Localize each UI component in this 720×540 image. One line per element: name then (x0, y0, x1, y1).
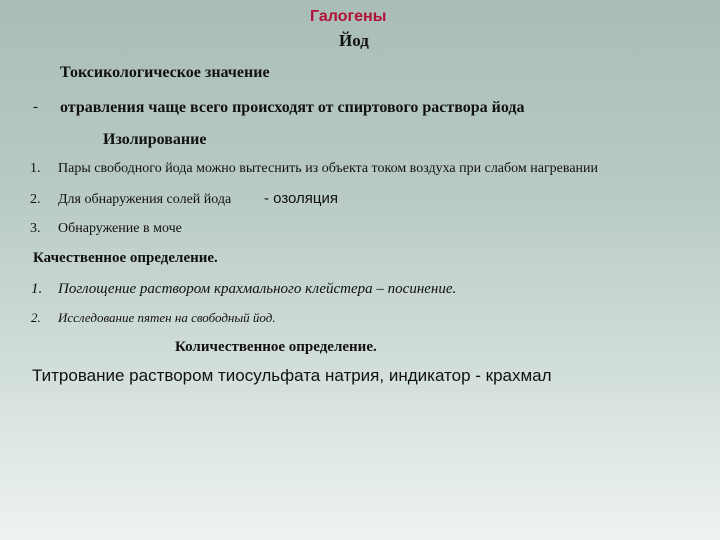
isolation-item-text: Для обнаружения солей йода (58, 192, 232, 207)
isolation-item-suffix: - озоляция (264, 190, 339, 207)
qualitative-item-number: 1. (31, 281, 43, 297)
qualitative-item-text: Поглощение раствором крахмального клейстера – посинение. (58, 281, 457, 297)
slide-subtitle: Йод (339, 31, 369, 50)
isolation-item-number: 3. (30, 221, 41, 236)
isolation-item-text: Пары свободного йода можно вытеснить из объекта током воздуха при слабом нагревании (58, 161, 599, 176)
qualitative-item-number: 2. (31, 310, 41, 325)
isolation-heading: Изолирование (103, 131, 207, 148)
qualitative-heading: Качественное определение. (33, 250, 218, 266)
toxic-bullet: - (33, 99, 38, 115)
isolation-item-number: 1. (30, 161, 41, 176)
qualitative-item-text: Исследование пятен на свободный йод. (58, 310, 276, 325)
slide-title: Галогены (310, 8, 387, 25)
isolation-item-number: 2. (30, 192, 41, 207)
toxic-heading: Токсикологическое значение (60, 64, 270, 81)
quantitative-text: Титрование раствором тиосульфата натрия, индикатор - крахмал (32, 366, 552, 385)
isolation-item-text: Обнаружение в моче (58, 221, 182, 236)
toxic-text: отравления чаще всего происходят от спиртового раствора йода (60, 99, 525, 116)
quantitative-heading: Количественное определение. (175, 339, 377, 355)
